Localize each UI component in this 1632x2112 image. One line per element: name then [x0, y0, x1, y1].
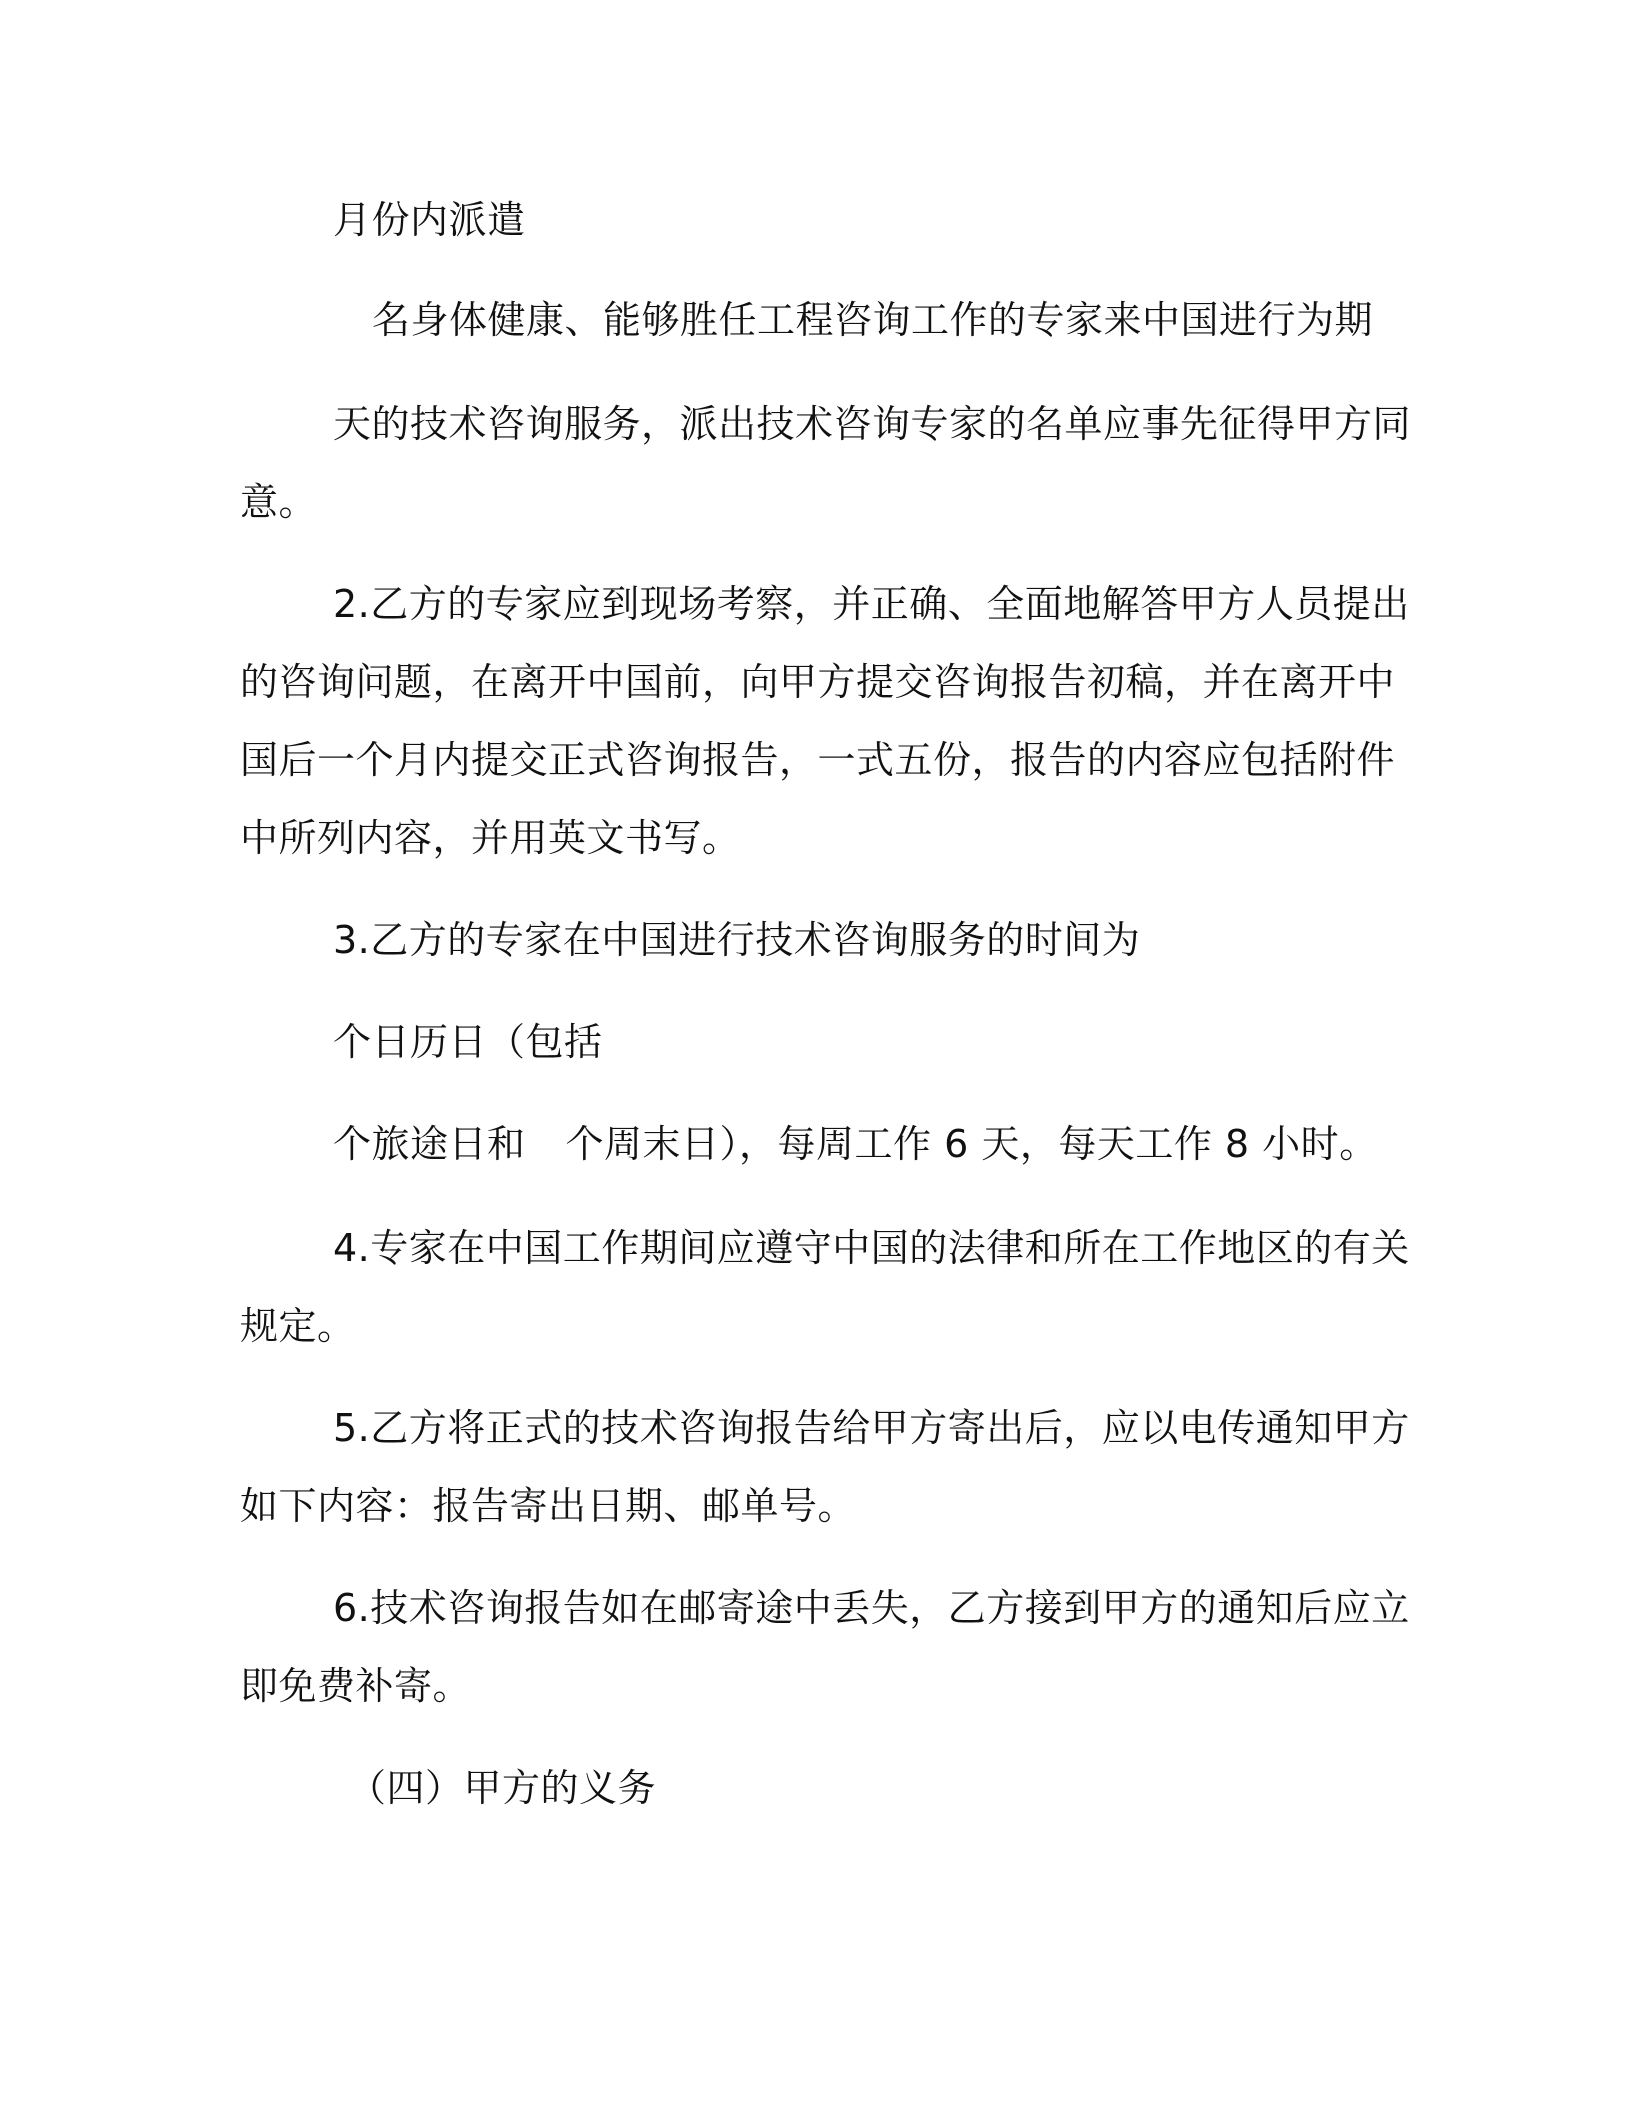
- text-line: 意。: [240, 480, 318, 524]
- clause-3: 3.乙方的专家在中国进行技术咨询服务的时间为: [333, 918, 1141, 962]
- section-heading: （四）甲方的义务: [348, 1766, 657, 1810]
- text-line: 个日历日（包括: [333, 1020, 603, 1064]
- text-line: 天的技术咨询服务，派出技术咨询专家的名单应事先征得甲方同: [333, 402, 1412, 446]
- text-line: 国后一个月内提交正式咨询报告，一式五份，报告的内容应包括附件: [240, 738, 1396, 782]
- clause-5: 5.乙方将正式的技术咨询报告给甲方寄出后，应以电传通知甲方: [333, 1406, 1410, 1450]
- text-line: 月份内派遣: [333, 198, 526, 242]
- text-fragment: 个周末日），每周工作 6 天，每天工作 8 小时。: [565, 1122, 1378, 1166]
- clause-2: 2.乙方的专家应到现场考察，并正确、全面地解答甲方人员提出: [333, 582, 1410, 626]
- text-line: 如下内容：报告寄出日期、邮单号。: [240, 1484, 857, 1528]
- text-line: 即免费补寄。: [240, 1664, 472, 1708]
- clause-6: 6.技术咨询报告如在邮寄途中丢失，乙方接到甲方的通知后应立: [333, 1586, 1410, 1630]
- text-line: 的咨询问题，在离开中国前，向甲方提交咨询报告初稿，并在离开中: [240, 660, 1396, 704]
- clause-4: 4.专家在中国工作期间应遵守中国的法律和所在工作地区的有关: [333, 1226, 1410, 1270]
- text-line: 规定。: [240, 1304, 356, 1348]
- text-line: 名身体健康、能够胜任工程咨询工作的专家来中国进行为期: [372, 298, 1374, 342]
- text-fragment: 个旅途日和: [333, 1122, 526, 1166]
- text-line: [333, 1120, 1378, 1168]
- text-line: 中所列内容，并用英文书写。: [240, 816, 741, 860]
